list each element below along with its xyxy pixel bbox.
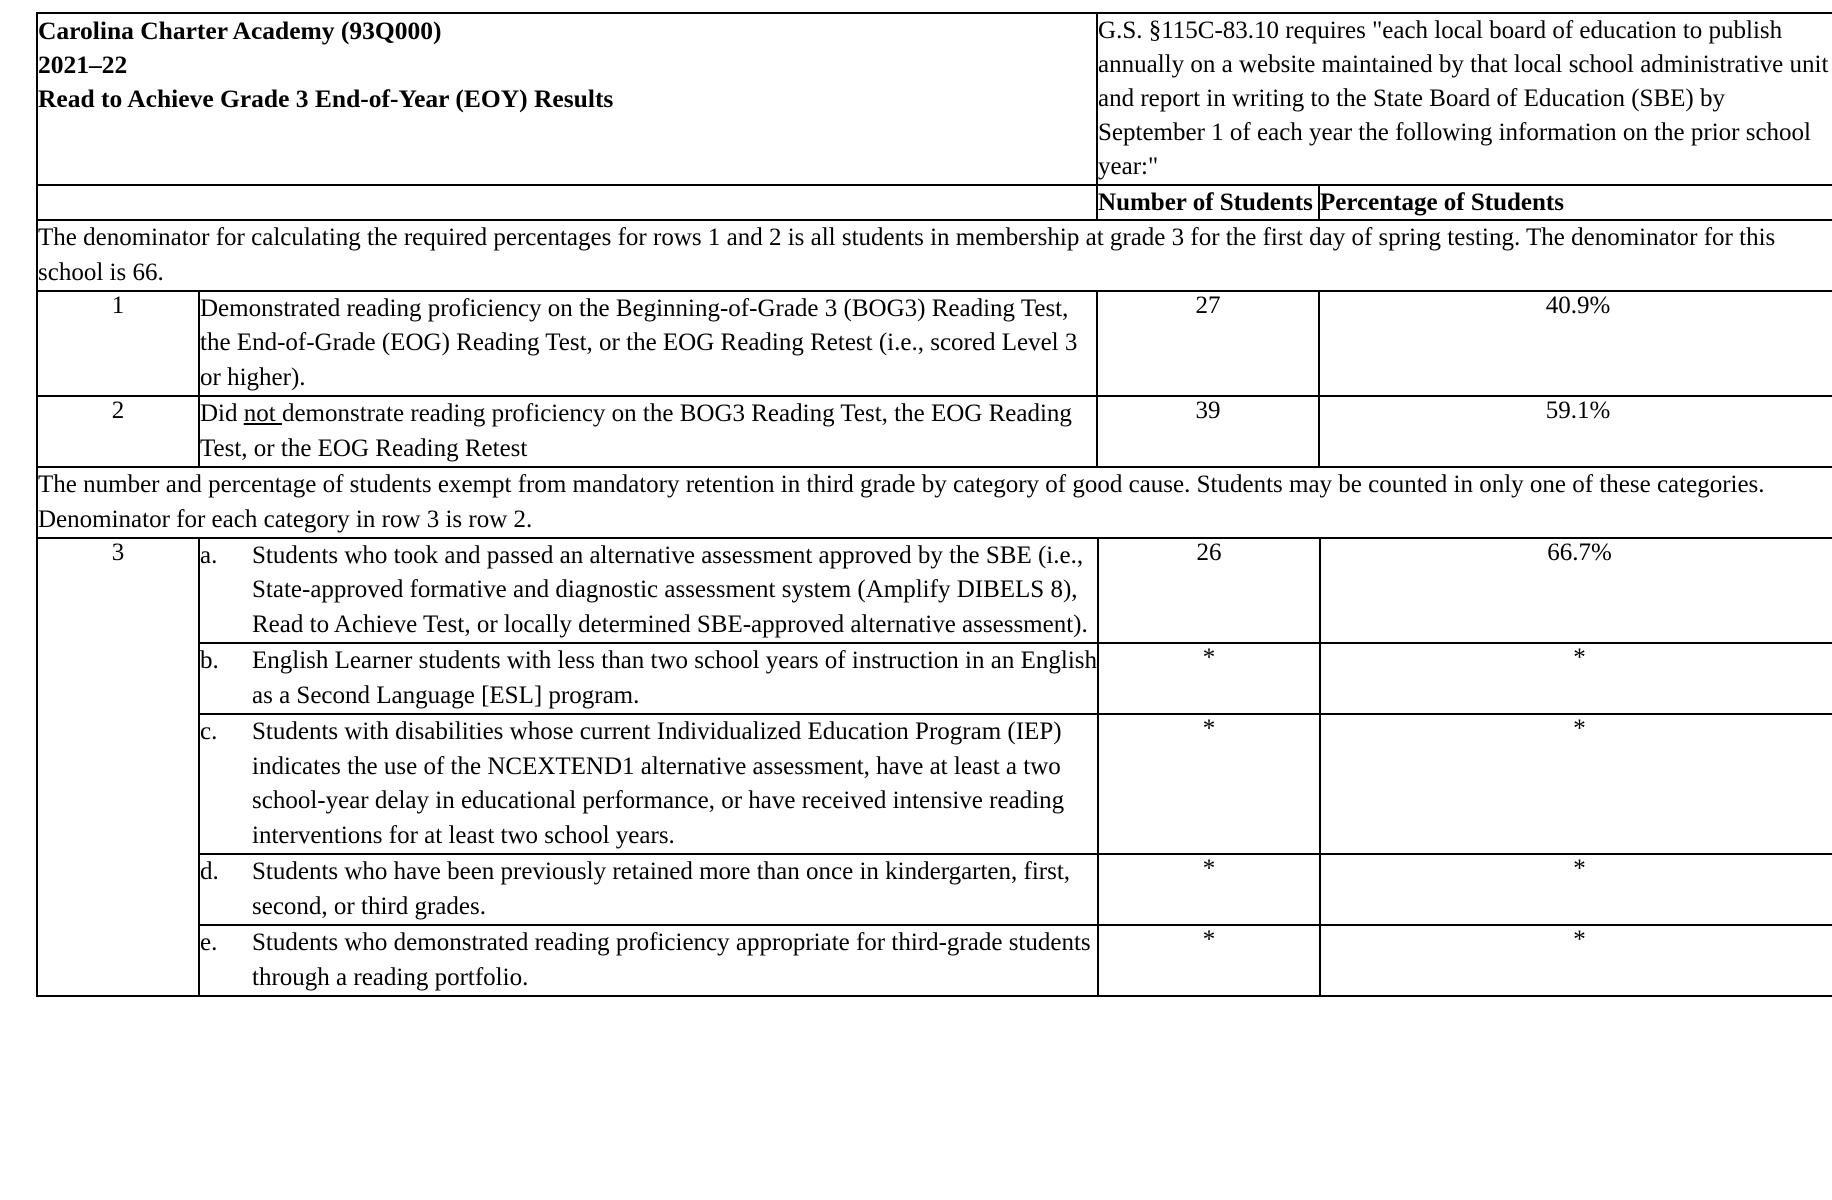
column-header-number-of-students: Number of Students [1097, 185, 1319, 220]
row-description-2 [199, 396, 1097, 467]
category-c-description: Students with disabilities whose current Individualized Education Program (IEP) indicates the use of the NCEXTEND1 alternative assessment, have at least a two school-year delay in educational performance, or have received intensive reading interventions for at least two school years. [252, 718, 1065, 849]
category-a-cell [200, 539, 1098, 644]
category-a-marker: a. [200, 541, 218, 569]
category-e-marker: e. [200, 929, 218, 957]
category-e [200, 926, 1097, 995]
read-to-achieve-results-table [36, 12, 1832, 997]
report-title: Read to Achieve Grade 3 End-of-Year (EOY) Results [38, 84, 614, 114]
school-name: Carolina Charter Academy (93Q000) [38, 16, 442, 45]
table-header-band [37, 13, 1832, 185]
row-description-2-before: Did [200, 400, 244, 428]
category-d-cell [200, 854, 1098, 925]
category-b-marker: b. [200, 647, 219, 675]
category-d-count: * [1098, 854, 1320, 925]
statute-citation-cell: G.S. §115C-83.10 requires "each local board of education to publish annually on a website maintained by that local school administrative unit and report in writing to the State Board of Education (SBE) by September 1 of each year the following information on the prior school year:" [1097, 13, 1832, 185]
column-header-row [37, 185, 1832, 220]
denominator-note-row [37, 220, 1832, 291]
good-cause-intro-note: The number and percentage of students exempt from mandatory retention in third grade by category of good cause. Students may be counted in only one of these categories. Denominator for each category in row 3 is row 2. [37, 467, 1832, 538]
category-d [200, 855, 1097, 924]
row-description-2-emphasis: not [243, 400, 282, 428]
denominator-note-rows-1-2: The denominator for calculating the required percentages for rows 1 and 2 is all students in membership at grade 3 for the first day of spring testing. The denominator for this school is 66. [37, 220, 1832, 291]
row-count-2: 39 [1097, 396, 1319, 467]
good-cause-categories-cell [199, 538, 1832, 997]
list-item [200, 539, 1832, 644]
category-d-marker: d. [200, 858, 219, 886]
category-b-count: * [1098, 643, 1320, 714]
category-c [200, 715, 1097, 853]
table-row [37, 538, 1832, 997]
category-c-count: * [1098, 714, 1320, 854]
category-c-percentage: * [1320, 714, 1832, 854]
category-e-percentage: * [1573, 926, 1586, 954]
category-b-cell [200, 643, 1098, 714]
category-b [200, 644, 1097, 713]
category-a-count: 26 [1098, 539, 1320, 644]
row-percentage-2: 59.1% [1319, 396, 1832, 467]
category-e-cell [200, 925, 1098, 995]
school-identity-cell [37, 13, 1097, 185]
category-b-description: English Learner students with less than two school years of instruction in an English as a Second Language [ESL] program. [252, 647, 1097, 709]
row-description-2-after: demonstrate reading proficiency on the BOG3 Reading Test, the EOG Reading Test, or the EOG Reading Retest [200, 400, 1072, 462]
table-row [37, 396, 1832, 467]
column-header-blank [37, 185, 1097, 220]
list-item [200, 643, 1832, 714]
good-cause-note-row [37, 467, 1832, 538]
list-item [200, 925, 1832, 995]
list-item [200, 714, 1832, 854]
good-cause-categories-table [200, 539, 1832, 996]
row-number-1: 1 [37, 291, 199, 397]
school-year: 2021–22 [38, 50, 128, 80]
category-e-count: * [1098, 925, 1320, 995]
category-a-description: Students who took and passed an alternative assessment approved by the SBE (i.e., State-approved formative and diagnostic assessment system (Amplify DIBELS 8), Read to Achieve Test, or locally determined SBE-approved alternative assessment). [252, 541, 1088, 638]
row-count-1: 27 [1097, 291, 1319, 397]
list-item [200, 854, 1832, 925]
category-b-percentage: * [1320, 643, 1832, 714]
category-e-description: Students who demonstrated reading proficiency appropriate for third-grade students through a reading portfolio. [252, 929, 1091, 991]
row-number-3: 3 [37, 538, 199, 997]
category-d-description: Students who have been previously retained more than once in kindergarten, first, second, or third grades. [252, 858, 1071, 920]
category-c-cell [200, 714, 1098, 854]
category-a-percentage: 66.7% [1320, 539, 1832, 644]
category-d-percentage: * [1320, 854, 1832, 925]
category-c-marker: c. [200, 718, 218, 746]
column-header-percentage-of-students: Percentage of Students [1319, 185, 1832, 220]
row-number-2: 2 [37, 396, 199, 467]
row-percentage-1: 40.9% [1319, 291, 1832, 397]
row-description-1: Demonstrated reading proficiency on the Beginning-of-Grade 3 (BOG3) Reading Test, the End-of-Grade (EOG) Reading Test, or the EOG Reading Retest (i.e., scored Level 3 or higher). [199, 291, 1097, 397]
category-a [200, 539, 1097, 643]
table-row [37, 291, 1832, 397]
